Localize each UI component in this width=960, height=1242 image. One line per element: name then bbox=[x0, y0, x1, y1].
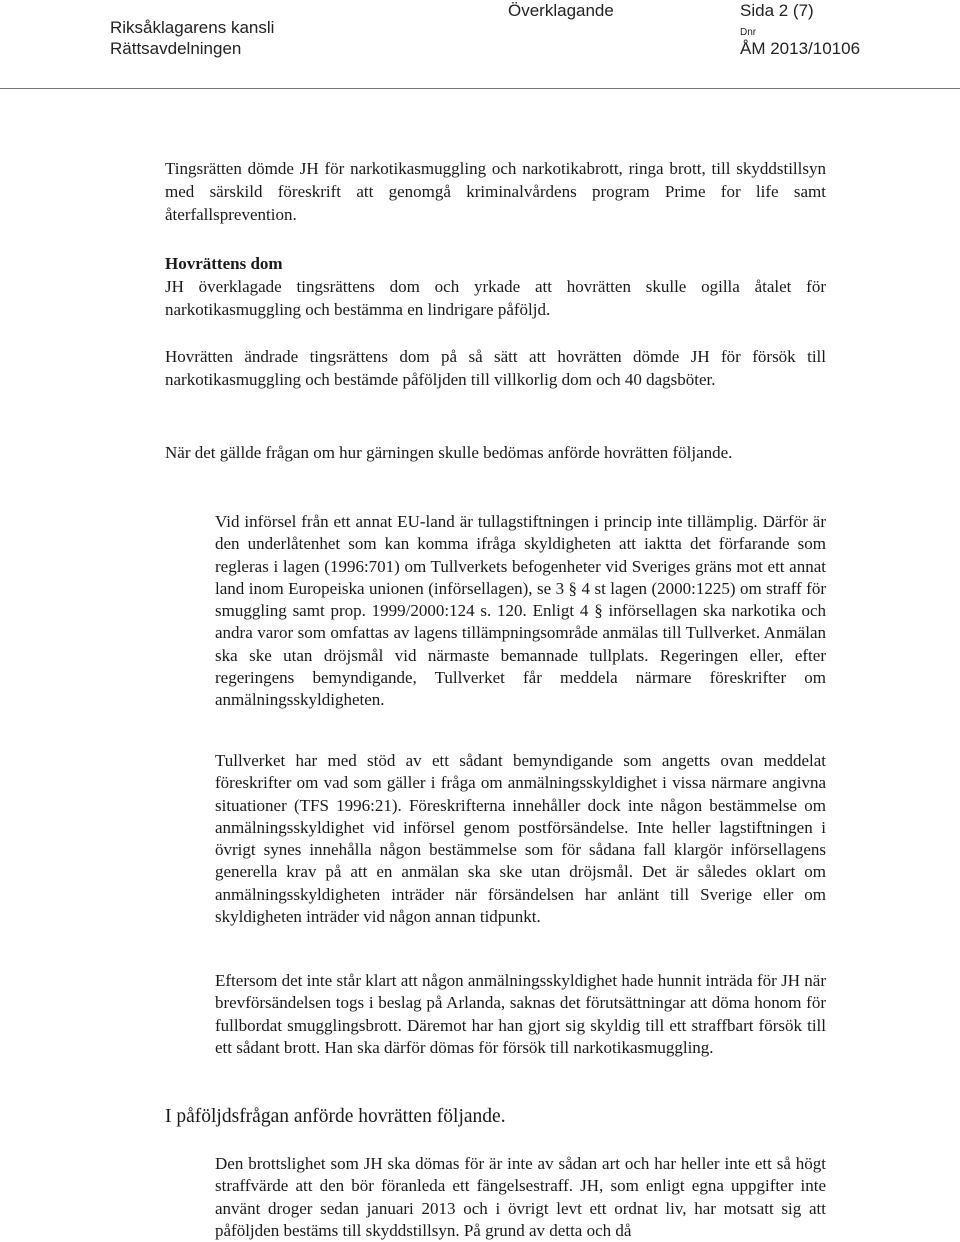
dnr-number: ÅM 2013/10106 bbox=[740, 39, 861, 58]
quote-import-rules: Vid införsel från ett annat EU-land är tullagstiftningen i princip inte tillämplig. Därför är den underlåtenhet som kan komma ifråga skyldigheten att iaktta det förfarande som regleras i lagen (1996:701) om Tullverkets befogenheter vid Sveriges gräns mot ett annat land inom Europeiska unionen (införsellagen), se 3 § 4 st lagen (2000:1225) om straff för smuggling samt prop. 1999/2000:124 s. 120. Enligt 4 § införsellagen ska narkotika och andra varor som omfattas av lagens tillämpningsområde anmälas till Tullverket. Anmälan ska ske utan dröjsmål vid närmaste bemannade tullplats. Regeringen eller, efter regeringens bemyndigande, Tullverket får meddela närmare föreskrifter om anmälningsskyldigheten. bbox=[215, 512, 826, 710]
paragraph-court-of-appeal-ruling: Hovrätten ändrade tingsrättens dom på så sätt att hovrätten dömde JH för försök till narkotikasmuggling och bestämde påföljden till villkorlig dom och 40 dagsböter. bbox=[165, 347, 826, 389]
quote-attempted-smuggling: Eftersom det inte står klart att någon anmälningsskyldighet hade hunnit inträda för JH när brevförsändelsen togs i beslag på Arlanda, saknas det förutsättningar att döma honom för fullbordat smugglingsbrott. Däremot har han gjort sig skyldig till ett straffbart försök till ett sådant brott. Han ska därför dömas för försök till narkotikasmuggling. bbox=[215, 971, 826, 1057]
header-divider bbox=[0, 88, 960, 89]
document-type: Överklagande bbox=[508, 1, 614, 20]
paragraph-district-court: Tingsrätten dömde JH för narkotikasmuggling och narkotikabrott, ringa brott, till skyddstillsyn med särskild föreskrift att genomgå kriminalvårdens program Prime for life samt återfallsprevention. bbox=[165, 159, 826, 224]
quote-customs-regulations: Tullverket har med stöd av ett sådant bemyndigande som angetts ovan meddelat föreskrifter om vad som gäller i fråga om anmälningsskyldighet i vissa närmare angivna situationer (TFS 1996:21). Föreskrifterna innehåller dock inte någon bestämmelse om anmälningsskyldighet vid införsel genom postförsändelse. Inte heller lagstiftningen i övrigt synes innehålla någon bestämmelse som för sådana fall klargör införsellagens generella krav på att en anmälan ska ske utan dröjsmål. Det är således oklart om anmälningsskyldigheten inträder när försändelsen har anlänt till Sverige eller om skyldigheten inträder vid någon annan tidpunkt. bbox=[215, 751, 826, 927]
section-heading: Hovrättens dom bbox=[165, 254, 283, 273]
paragraph-appeal: JH överklagade tingsrättens dom och yrkade att hovrätten skulle ogilla åtalet för narkotikasmuggling och bestämma en lindrigare påföljd. bbox=[165, 277, 826, 319]
page-header bbox=[0, 0, 960, 96]
page-number: Sida 2 (7) bbox=[740, 1, 814, 20]
section-court-of-appeal bbox=[165, 252, 826, 321]
paragraph-assessment-intro: När det gällde frågan om hur gärningen skulle bedömas anförde hovrätten följande. bbox=[165, 443, 733, 462]
quote-sentencing: Den brottslighet som JH ska dömas för är inte av sådan art och har heller inte ett så högt straffvärde att den bör föranleda ett fängelsestraff. JH, som enligt egna uppgifter inte använt droger sedan januari 2013 och i övrigt levt ett ordnat liv, har motsatt sig att påföljden bestäms till skyddstillsyn. På grund av detta och då bbox=[215, 1154, 826, 1240]
dnr-label: Dnr bbox=[740, 27, 757, 38]
paragraph-sentencing-intro: I påföljdsfrågan anförde hovrätten följande. bbox=[165, 1106, 506, 1127]
department-name: Rättsavdelningen bbox=[110, 39, 242, 58]
organization-name: Riksåklagarens kansli bbox=[110, 18, 275, 37]
